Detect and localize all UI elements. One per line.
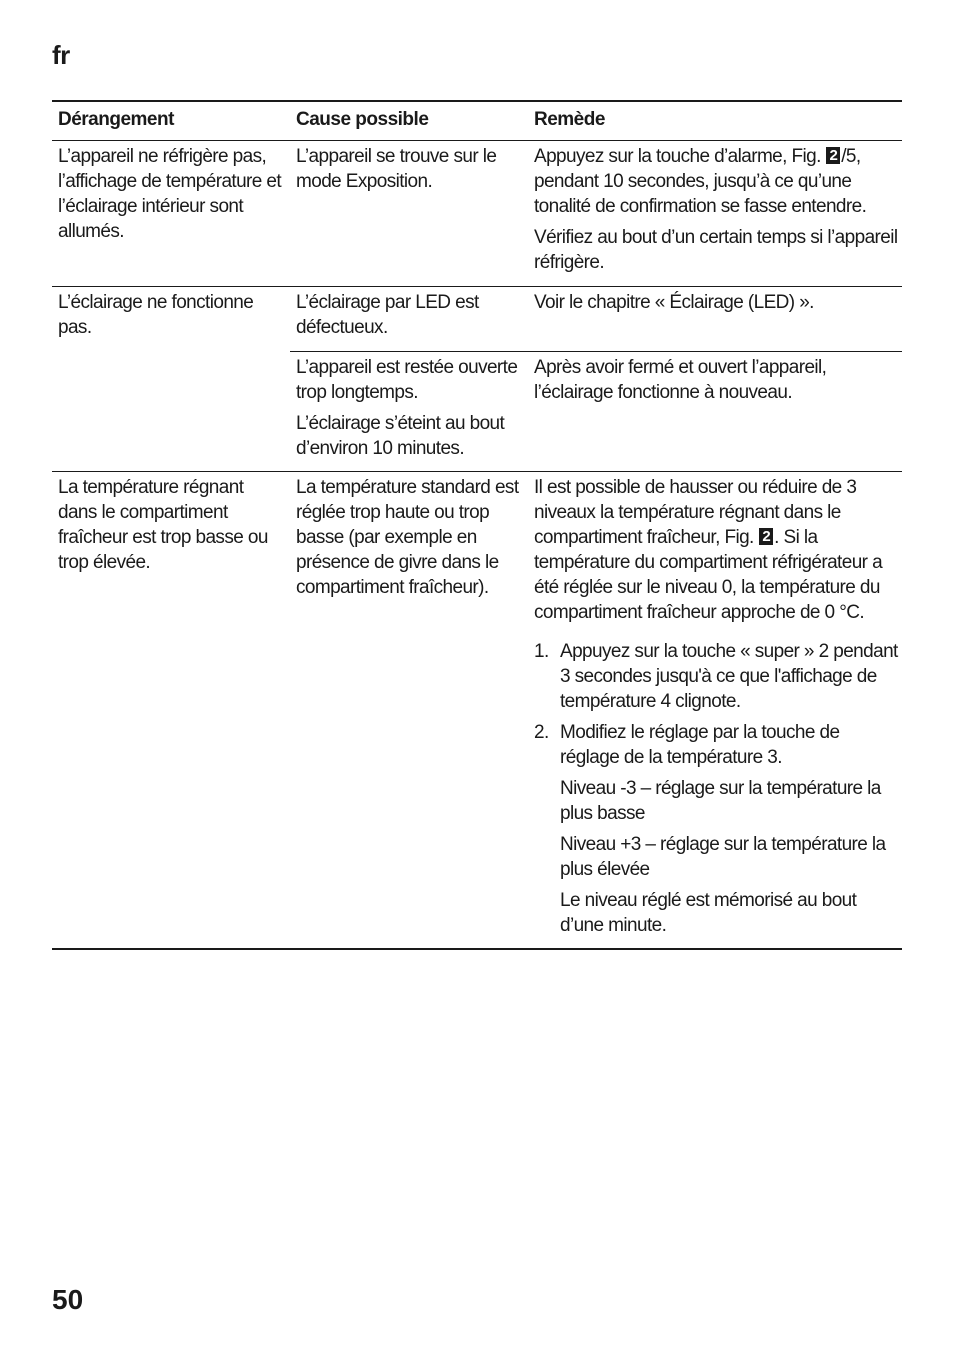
- table-row: [52, 141, 902, 286]
- sub-rows: [290, 287, 902, 471]
- fault-text: La température régnant dans le compartiment fraîcheur est trop basse ou trop élevée.: [58, 477, 268, 573]
- column-header-cause: Cause possible: [296, 109, 429, 130]
- sub-row: [290, 352, 902, 471]
- cause-text: L’appareil est restée ouverte trop longtemps.: [296, 357, 518, 403]
- step-number: 2.: [534, 722, 549, 743]
- step-note: Niveau -3 – réglage sur la température la plus basse: [560, 778, 881, 824]
- remedy-text: Voir le chapitre « Éclairage (LED) ».: [534, 292, 814, 313]
- list-item: [534, 720, 898, 770]
- remedy-text: Après avoir fermé et ouvert l’appareil, l’éclairage fonctionne à nouveau.: [534, 357, 827, 403]
- column-header-remedy: Remède: [534, 109, 605, 130]
- page-number: 50: [52, 1284, 84, 1315]
- remedy-text-part: Il est possible de hausser ou réduire de 3 niveaux la température régnant dans le compartiment fraîcheur, Fig.: [534, 477, 857, 548]
- list-item: [534, 639, 898, 714]
- remedy-text-part: Appuyez sur la touche d’alarme, Fig.: [534, 146, 826, 167]
- remedy-cell: [528, 144, 902, 275]
- step-number: 1.: [534, 641, 549, 662]
- table-row: [52, 472, 902, 948]
- remedy-cell: [528, 290, 902, 340]
- remedy-text: Vérifiez au bout d’un certain temps si l’appareil réfrigère.: [534, 227, 898, 273]
- cause-cell: [290, 144, 528, 275]
- figure-reference-badge: 2: [826, 147, 840, 164]
- step-note: Niveau +3 – réglage sur la température la plus élevée: [560, 834, 886, 880]
- fault-text: L’appareil ne réfrigère pas, l’affichage de température et l’éclairage intérieur sont allumés.: [58, 146, 282, 242]
- remedy-cell: [528, 475, 902, 938]
- fault-cell: [52, 144, 290, 275]
- steps-list: [534, 639, 898, 938]
- table-bottom-rule: [52, 948, 902, 950]
- fault-text: L’éclairage ne fonctionne pas.: [58, 292, 254, 338]
- language-label: fr: [52, 40, 70, 70]
- troubleshooting-table: [52, 100, 902, 950]
- cause-text: L’éclairage par LED est défectueux.: [296, 292, 479, 338]
- column-header-fault: Dérangement: [58, 109, 174, 130]
- table-row: [52, 287, 902, 471]
- cause-text: L’appareil se trouve sur le mode Exposition.: [296, 146, 497, 192]
- table-header-row: [52, 102, 902, 140]
- remedy-text: [534, 144, 898, 219]
- cause-text: La température standard est réglée trop haute ou trop basse (par exemple en présence de givre dans le compartiment fraîcheur).: [296, 477, 519, 598]
- remedy-text: [534, 475, 898, 625]
- figure-reference-badge: 2: [759, 528, 773, 545]
- sub-row: [290, 287, 902, 351]
- fault-cell: [52, 287, 290, 471]
- remedy-cell: [528, 355, 902, 461]
- cause-cell: [290, 290, 528, 340]
- fault-cell: [52, 475, 290, 938]
- cause-cell: [290, 475, 528, 938]
- step-text: Modifiez le réglage par la touche de réglage de la température 3.: [560, 722, 840, 768]
- remedy-text-part: /5, pendant 10 secondes, jusqu’à ce qu’une tonalité de confirmation se fasse entendre.: [534, 146, 867, 217]
- step-text: Appuyez sur la touche « super » 2 pendant 3 secondes jusqu'à ce que l'affichage de température 4 clignote.: [560, 641, 898, 712]
- step-note: Le niveau réglé est mémorisé au bout d’une minute.: [560, 890, 857, 936]
- cause-cell: [290, 355, 528, 461]
- remedy-text-part: . Si la température du compartiment réfrigérateur a été réglée sur le niveau 0, la température du compartiment fraîcheur approche de 0 °C.: [534, 527, 883, 623]
- cause-text: L’éclairage s’éteint au bout d’environ 10 minutes.: [296, 413, 505, 459]
